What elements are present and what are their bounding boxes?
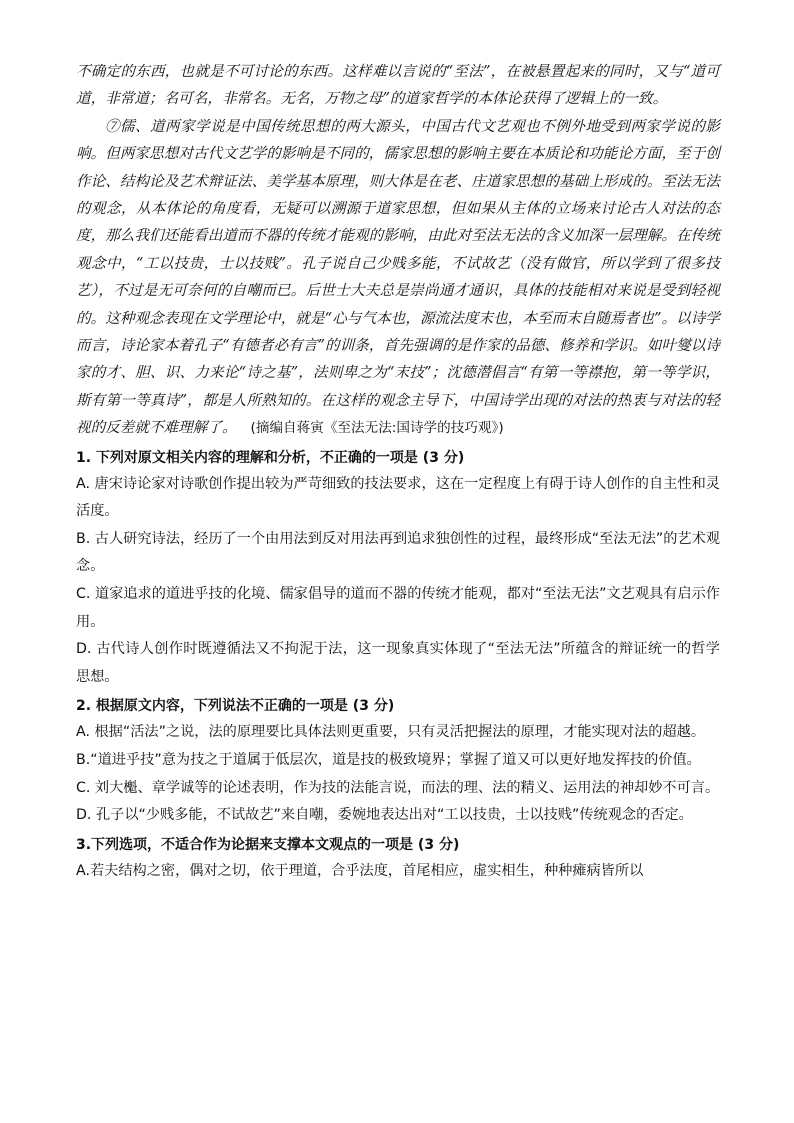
- option-c: C. 道家追求的道进乎技的化境、儒家倡导的道而不器的传统才能观，都对“至法无法”文艺观具有启示作用。: [76, 586, 720, 630]
- option-c: C. 刘大櫆、章学诚等的论述表明，作为技的法能言说，而法的理、法的精义、运用法的神却妙不可言。: [76, 779, 720, 796]
- document-page: [76, 58, 720, 885]
- option-d: D. 古代诗人创作时既遵循法又不拘泥于法，这一现象真实体现了“至法无法”所蕴含的辩证统一的哲学思想。: [76, 641, 720, 685]
- option-b: B.“道进乎技”意为技之于道属于低层次，道是技的极致境界；掌握了道又可以更好地发挥技的价值。: [76, 752, 701, 769]
- question-2: [76, 693, 720, 829]
- passage-paragraph-7: [76, 113, 720, 443]
- option-b: B. 古人研究诗法，经历了一个由用法到反对用法再到追求独创性的过程，最终形成“至法无法”的艺术观念。: [76, 530, 720, 575]
- question-stem: 2. 根据原文内容，下列说法不正确的一项是 (3 分): [76, 698, 395, 715]
- citation: (摘编自蒋寅《至法无法:国诗学的技巧观》): [250, 420, 504, 437]
- paragraph-7-text: ⑦儒、道两家学说是中国传统思想的两大源头，中国古代文艺观也不例外地受到两家学说的影响。但两家思想对古代文艺学的影响是不同的，儒家思想的影响主要在本质论和功能论方面，至于创作论、结构论及艺术辩证法、美学基本原理，则大体是在老、庄道家思想的基础上形成的。至法无法的观念，从本体论的角度看，无疑可以溯源于道家思想，但如果从主体的立场来讨论古人对法的态度，那么我们还能看出道而不器的传统才能观的影响，由此对至法无法的含义加深一层理解。在传统观念中，“工以技贵，士以技贱”。孔子说自己少贱多能，不试故艺（没有做官，所以学到了很多技艺），不过是无可奈何的自嘲而已。后世士大夫总是崇尚通才通识，具体的技能相对来说是受到轻视的。这种观念表现在文学理论中，就是“心与气本也，源流法度末也，本至而末自随焉者也”。以诗学而言，诗论家本着孔子“有德者必有言”的训条，首先强调的是作家的品德、修养和学识。如叶燮以诗家的才、胆、识、力来论“诗之基”，法则卑之为“末技”；沈德潜倡言“有第一等襟抱，第一等学识，斯有第一等真诗”，都是人所熟知的。在这样的观念主导下，中国诗学出现的对法的热衷与对法的轻视的反差就不难理解了。: [76, 117, 720, 437]
- question-stem: 1. 下列对原文相关内容的理解和分析，不正确的一项是 (3 分): [76, 449, 465, 466]
- option-a: A. 根据“活法”之说，法的原理要比具体法则更重要，只有灵活把握法的原理，才能实现对法的超越。: [76, 724, 706, 741]
- question-stem: 3.下列选项，不适合作为论据来支撑本文观点的一项是 (3 分): [76, 836, 460, 853]
- passage-paragraph-end: 不确定的东西，也就是不可讨论的东西。这样难以言说的“至法”，在被悬置起来的同时，又与“道可道，非常道；名可名，非常名。无名，万物之母”的道家哲学的本体论获得了逻辑上的一致。: [76, 63, 720, 108]
- option-a: A.若夫结构之密，偶对之切，依于理道，合乎法度，首尾相应，虚实相生，种种瘫病皆所以: [76, 862, 644, 879]
- question-3: [76, 832, 720, 886]
- question-1: [76, 445, 720, 692]
- option-d: D. 孔子以“少贱多能，不试故艺”来自嘲，委婉地表达出对“工以技贵，士以技贱”传统观念的否定。: [76, 807, 693, 824]
- option-a: A. 唐宋诗论家对诗歌创作提出较为严苛细致的技法要求，这在一定程度上有碍于诗人创作的自主性和灵活度。: [76, 475, 720, 520]
